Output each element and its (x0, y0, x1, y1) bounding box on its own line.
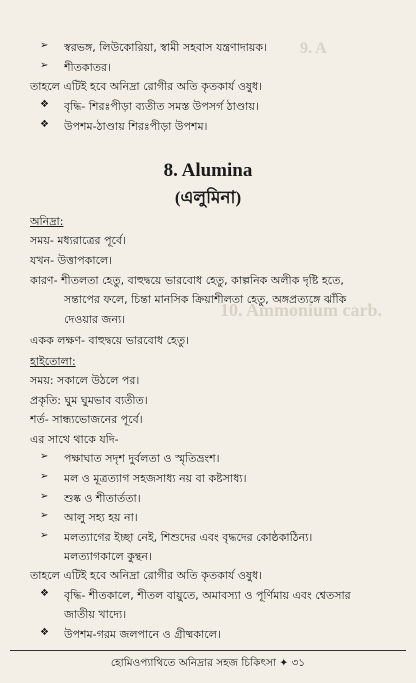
arrow-bullet-icon: ➢ (40, 491, 49, 502)
text-line: তাহলে এটিই হবে অনিদ্রা রোগীর অতি কৃতকার্য ওষুধ। (30, 80, 263, 93)
text-line: উপশম-গরম জলপানে ও গ্রীষ্মকালে। (64, 628, 221, 641)
text-line: উপশম-ঠাণ্ডায় শিরঃপীড়া উপশম। (64, 120, 208, 133)
page-footer: হোমিওপ্যাথিতে অনিদ্রার সহজ চিকিৎসা ✦ ৩১ (110, 657, 306, 669)
text-line: শীতকাতর। (64, 61, 112, 74)
footer-divider (10, 650, 406, 651)
diamond-bullet-icon: ❖ (40, 119, 49, 130)
text-line: সময়: সকালে উঠলে পর। (30, 374, 140, 387)
text-line: শর্ত- সান্ধ্যভোজনের পূর্বে। (30, 413, 143, 426)
arrow-bullet-icon: ➢ (40, 530, 49, 541)
text-line: বৃদ্ধি- শীতকালে, শীতল বায়ুতে, অমাবস্যা ও পূর্ণিমায় এবং শ্বেতসার (64, 589, 351, 602)
text-line: তাহলে এটিই হবে অনিদ্রা রোগীর অতি কৃতকার্য ওষুধ। (30, 569, 263, 582)
diamond-bullet-icon: ❖ (40, 588, 49, 599)
text-line: জাতীয় খাদ্যে। (64, 608, 127, 621)
arrow-bullet-icon: ➢ (40, 471, 49, 482)
section-label: অনিদ্রা: (30, 215, 64, 228)
list-item: মলত্যাগের ইচ্ছা নেই, শিশুদের এবং বৃদ্ধদের কোষ্ঠকাঠিন্য। (64, 531, 313, 544)
text-line: দেওয়ার জন্য। (64, 313, 126, 326)
text-line: সময়- মধ্যরাত্রের পূর্বে। (30, 234, 127, 247)
list-item: আলু সহ্য হয় না। (64, 511, 138, 524)
text-line: বৃদ্ধি- শিরঃপীড়া ব্যতীত সমস্ত উপসর্গ ঠাণ্ডায়। (64, 100, 259, 113)
text-line: কারণ- শীতলতা হেতু, বাহুদ্বয়ে ভারবোধ হেতু, কাল্পনিক অলীক দৃষ্টি হতে, (30, 274, 344, 287)
text-line: এর সাথে থাকে যদি- (30, 433, 119, 446)
bleed-through-heading: 9. A (300, 40, 327, 57)
diamond-bullet-icon: ❖ (40, 99, 49, 110)
arrow-bullet-icon: ➢ (40, 40, 49, 51)
text-line: যখন- উত্তাপকালে। (30, 254, 113, 267)
text-line: প্রকৃতি: ঘুম ঘুমভাব ব্যতীত। (30, 394, 148, 407)
bleed-through-heading: 10. Ammonium carb. (220, 300, 382, 320)
arrow-bullet-icon: ➢ (40, 60, 49, 71)
list-item: মল ও মূত্রত্যাগ সহজসাধ্য নয় বা কষ্টসাধ্য। (64, 472, 247, 485)
text-line: সন্তাপের ফলে, চিন্তা মানসিক ক্রিয়াশীলতা হেতু, অঙ্গপ্রত্যঙ্গে ঝাঁকি (64, 293, 347, 306)
list-item: মলত্যাগকালে কুন্থন। (64, 550, 152, 563)
remedy-subtitle: (এলুমিনা) (174, 188, 242, 207)
section-label: হাইতোলা: (30, 355, 76, 368)
remedy-title: 8. Alumina (163, 160, 253, 181)
text-line: একক লক্ষণ- বাহুদ্বয়ে ভারবোধ হেতু। (30, 334, 190, 347)
arrow-bullet-icon: ➢ (40, 451, 49, 462)
text-line: স্বরভঙ্গ, লিউকোরিয়া, স্বামী সহবাস যন্ত্রণাদায়ক। (64, 41, 267, 54)
diamond-bullet-icon: ❖ (40, 627, 49, 638)
list-item: পক্ষাঘাত সদৃশ দুর্বলতা ও স্মৃতিভ্রংশ। (64, 452, 220, 465)
arrow-bullet-icon: ➢ (40, 510, 49, 521)
list-item: শুষ্ক ও শীতার্ততা। (64, 492, 141, 505)
